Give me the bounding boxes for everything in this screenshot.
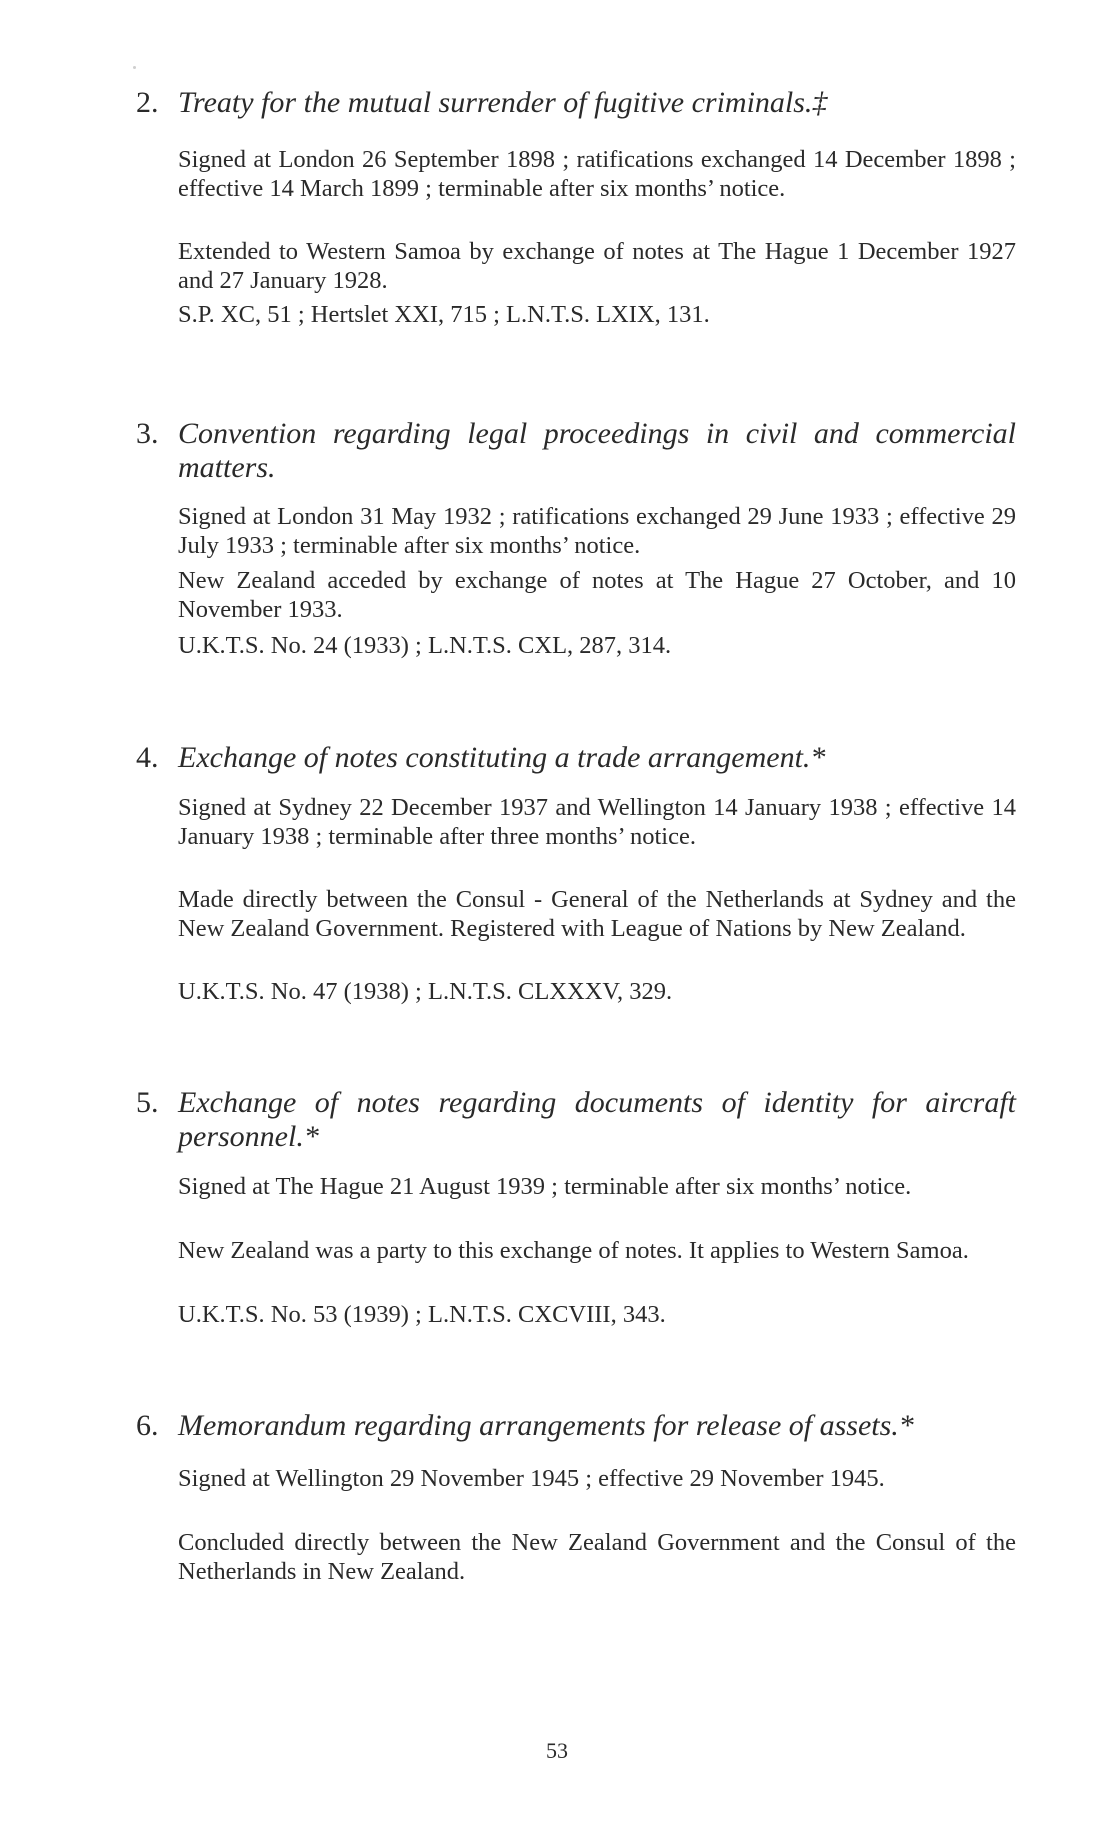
entry-4-reference: U.K.T.S. No. 47 (1938) ; L.N.T.S. CLXXXV, 329. xyxy=(178,978,673,1005)
entry-6-paragraph-1: Signed at Wellington 29 November 1945 ; effective 29 November 1945. xyxy=(178,1465,885,1492)
entry-2-reference: S.P. XC, 51 ; Hertslet XXI, 715 ; L.N.T.S. LXIX, 131. xyxy=(178,301,710,328)
entry-6-number: 6. xyxy=(136,1409,159,1442)
entry-3-reference: U.K.T.S. No. 24 (1933) ; L.N.T.S. CXL, 287, 314. xyxy=(178,632,672,659)
page-number: 53 xyxy=(546,1738,568,1763)
entry-3-title: Convention regarding legal proceedings in civil and commercial matters. xyxy=(178,417,1016,484)
entry-3-heading xyxy=(136,417,1016,485)
entry-5-heading xyxy=(136,1086,1016,1154)
entry-3-paragraph-1: Signed at London 31 May 1932 ; ratifications exchanged 29 June 1933 ; effective 29 July 1933 ; terminable after six months’ notice. xyxy=(178,503,1016,559)
entry-6-title: Memorandum regarding arrangements for release of assets.* xyxy=(178,1409,914,1442)
entry-5-title: Exchange of notes regarding documents of identity for aircraft personnel.* xyxy=(178,1086,1016,1153)
entry-2-title: Treaty for the mutual surrender of fugitive criminals.‡ xyxy=(178,86,828,119)
entry-3-paragraph-2: New Zealand acceded by exchange of notes at The Hague 27 October, and 10 November 1933. xyxy=(178,567,1016,623)
entry-4-heading xyxy=(136,741,1016,775)
entry-5-paragraph-1: Signed at The Hague 21 August 1939 ; terminable after six months’ notice. xyxy=(178,1173,912,1200)
entry-5-number: 5. xyxy=(136,1086,159,1119)
entry-2-heading xyxy=(136,86,1016,120)
entry-4-paragraph-1: Signed at Sydney 22 December 1937 and Wellington 14 January 1938 ; effective 14 January 1938 ; terminable after three months’ notice. xyxy=(178,794,1016,850)
entry-4-paragraph-2: Made directly between the Consul - General of the Netherlands at Sydney and the New Zealand Government. Registered with League of Nations by New Zealand. xyxy=(178,886,1016,942)
entry-2-paragraph-1: Signed at London 26 September 1898 ; ratifications exchanged 14 December 1898 ; effective 14 March 1899 ; terminable after six months’ notice. xyxy=(178,146,1016,202)
entry-5-paragraph-2: New Zealand was a party to this exchange of notes. It applies to Western Samoa. xyxy=(178,1237,969,1264)
entry-6-paragraph-2: Concluded directly between the New Zealand Government and the Consul of the Netherlands in New Zealand. xyxy=(178,1529,1016,1585)
entry-3-number: 3. xyxy=(136,417,159,450)
entry-4-number: 4. xyxy=(136,741,159,774)
entry-4-title: Exchange of notes constituting a trade arrangement.* xyxy=(178,741,826,774)
entry-2-paragraph-2: Extended to Western Samoa by exchange of notes at The Hague 1 December 1927 and 27 January 1928. xyxy=(178,238,1016,294)
entry-6-heading xyxy=(136,1409,1016,1443)
entry-2-number: 2. xyxy=(136,86,159,119)
scan-speck xyxy=(133,66,136,69)
entry-5-reference: U.K.T.S. No. 53 (1939) ; L.N.T.S. CXCVIII, 343. xyxy=(178,1301,666,1328)
